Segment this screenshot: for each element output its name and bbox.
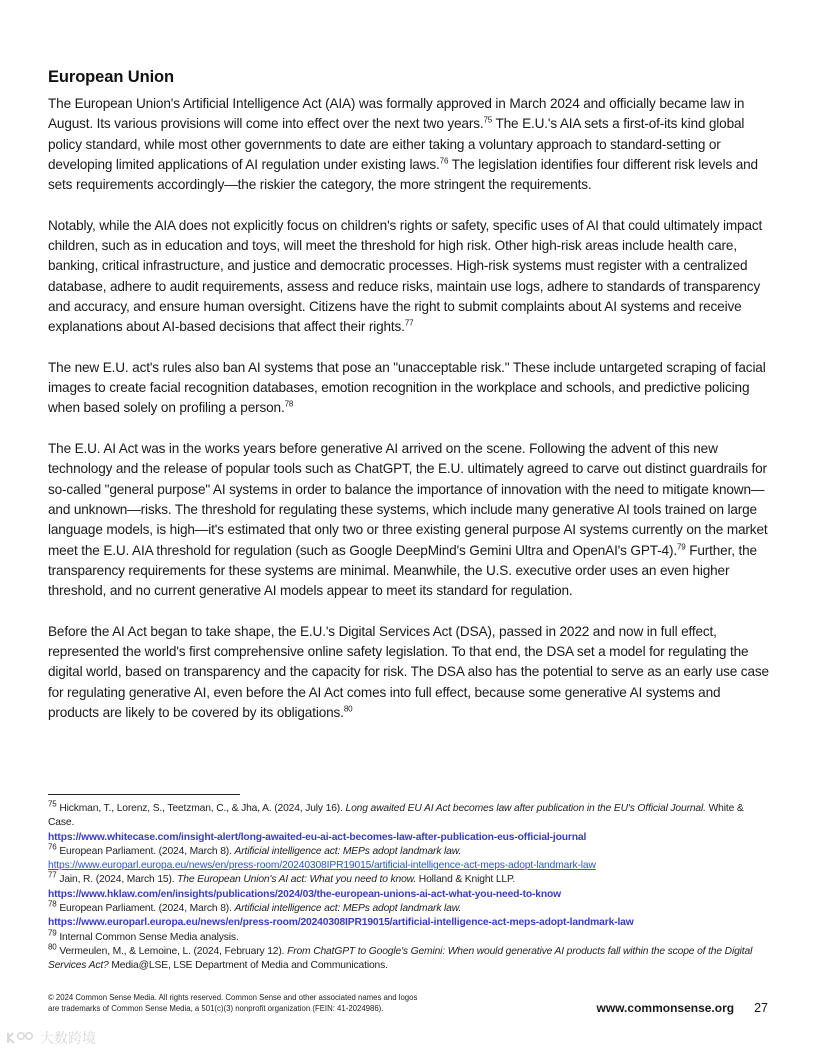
footnote-publisher: White & Case. [48, 803, 744, 829]
footnote-citation: Jain, R. (2024, March 15). [56, 874, 178, 886]
footnote-citation: European Parliament. (2024, March 8). [56, 845, 235, 857]
footnote-item [48, 899, 770, 931]
body-paragraph [48, 622, 770, 723]
footnote-link[interactable]: https://www.europarl.europa.eu/news/en/press-room/20240308IPR19015/artificial-intelligence-act-meps-adopt-landmark-law [48, 917, 634, 929]
body-paragraph [48, 439, 770, 601]
footer-right [597, 1001, 769, 1015]
paragraph-text: The E.U. AI Act was in the works years before generative AI arrived on the scene. Following the advent of this new technology and the release of popular tools such as ChatGPT, the E.U. ultimately agreed to carve out distinct guardrails for so-called "general purpose" AI systems in order to balance the importance of innovation with the need to mitigate known—and unknown—risks. The threshold for regulating these systems, which include many generative AI tools trained on large language models, is high—it's estimated that only two or three existing general purpose AI systems currently on the market meet the E.U. AIA threshold for regulation (such as Google DeepMind's Gemini Ultra and OpenAI's GPT-4). [48, 441, 768, 558]
footnote-item [48, 799, 770, 845]
paragraph-text: Notably, while the AIA does not explicitly focus on children's rights or safety, specific uses of AI that could ultimately impact children, such as in education and toys, will meet the threshold for high risk. Other high-risk areas include health care, banking, critical infrastructure, and justice and democratic processes. High-risk systems must register with a centralized database, adhere to audit requirements, assess and reduce risks, maintain use logs, adhere to standards of transparency and accuracy, and ensure human oversight. Citizens have the right to submit complaints about AI systems and receive explanations about AI-based decisions that affect their rights. [48, 217, 763, 335]
footnote-item [48, 928, 770, 945]
page-number: 27 [754, 1001, 768, 1015]
paragraph-text: The European Union's Artificial Intelligence Act (AIA) was formally approved in March 2024 and officially became law in August. Its various provisions will come into effect over the next two years. [48, 96, 745, 132]
footnote-reference[interactable]: 75 [483, 115, 493, 125]
watermark-text: 大数跨境 [40, 1031, 96, 1047]
footnote-reference[interactable]: 80 [343, 704, 353, 714]
copyright-line-1: © 2024 Common Sense Media. All rights reserved. Common Sense and other associated names and logos [48, 993, 418, 1002]
footnote-reference[interactable]: 76 [439, 156, 449, 166]
footnote-reference[interactable]: 79 [676, 542, 686, 551]
watermark [6, 1028, 96, 1048]
copyright-line-2: are trademarks of Common Sense Media, a 501(c)(3) nonprofit organization (FEIN: 41-2024986). [48, 1003, 384, 1013]
paragraph-text: The new E.U. act's rules also ban AI systems that pose an "unacceptable risk." These include untargeted scraping of facial images to create facial recognition databases, emotion recognition in the workplace and schools, and predictive policing when based solely on profiling a person. [48, 359, 766, 416]
footnote-citation: Vermeulen, M., & Lemoine, L. (2024, February 12). [56, 945, 288, 957]
paragraph-text: The E.U.'s AIA sets a first-of-its kind global policy standard, while most other governments to date are either taking a voluntary approach to standard-setting or developing limited applications of AI regulation under existing laws. [48, 116, 745, 172]
footnote-link[interactable]: https://www.whitecase.com/insight-alert/long-awaited-eu-ai-act-becomes-law-after-publication-eus-official-journal [48, 831, 587, 843]
footnote-reference[interactable]: 77 [404, 318, 414, 328]
footnote-number: 76 [48, 842, 57, 852]
footnote-number: 78 [48, 899, 57, 909]
footnote-publisher: Media@LSE, LSE Department of Media and Communications. [108, 960, 388, 972]
footnote-divider [48, 794, 240, 795]
footnote-citation: European Parliament. (2024, March 8). [56, 903, 235, 915]
footnote-number: 79 [48, 928, 57, 938]
footnote-item [48, 942, 770, 974]
body-paragraph [48, 358, 770, 419]
footnote-link[interactable]: https://www.hklaw.com/en/insights/publications/2024/03/the-european-unions-ai-act-what-you-need-to-know [48, 888, 561, 900]
footer-copyright [48, 993, 548, 1014]
footnote-publisher: Holland & Knight LLP. [416, 874, 516, 886]
paragraph-text: Further, the transparency requirements for these systems are minimal. Meanwhile, the U.S. executive order uses an even higher threshold, and no current generative AI models appear to meet its standard for regulation. [48, 542, 757, 599]
body-paragraph [48, 216, 770, 338]
footnote-citation: Internal Common Sense Media analysis. [56, 931, 239, 943]
footnote-title: From ChatGPT to Google's Gemini: When would generative AI products fall within the scope of the Digital Services Act? [48, 945, 753, 972]
footnote-item [48, 842, 770, 874]
body-paragraph [48, 94, 770, 195]
footnote-link[interactable]: https://www.europarl.europa.eu/news/en/press-room/20240308IPR19015/artificial-intelligence-act-meps-adopt-landmark-law [48, 860, 596, 872]
footnote-title: Long awaited EU AI Act becomes law after publication in the EU's Official Journal. [345, 803, 706, 814]
footnote-item [48, 873, 770, 902]
section-heading: European Union [48, 68, 175, 86]
footer-website-link[interactable]: www.commonsense.org [596, 1001, 735, 1015]
footnote-title: Artificial intelligence act: MEPs adopt landmark law. [234, 845, 462, 857]
document-page [48, 66, 770, 744]
footnotes-list [48, 799, 770, 974]
footnote-reference[interactable]: 78 [284, 399, 294, 409]
footnote-number: 75 [48, 799, 57, 809]
watermark-logo-icon [6, 1030, 36, 1046]
paragraph-text: Before the AI Act began to take shape, the E.U.'s Digital Services Act (DSA), passed in 2022 and now in full effect, represented the world's first comprehensive online safety legislation. To that end, the DSA set a model for regulating the digital world, based on transparency and the capacity for risk. The DSA also has the potential to serve as an early use case for regulating generative AI, even before the AI Act comes into full effect, because some generative AI systems and products are likely to be covered by its obligations. [48, 623, 769, 720]
footnote-title: Artificial intelligence act: MEPs adopt landmark law. [234, 903, 462, 915]
paragraph-text: The legislation identifies four different risk levels and sets requirements accordingly—the riskier the category, the more stringent the requirements. [48, 156, 758, 193]
footnote-number: 80 [48, 942, 57, 952]
footnote-citation: Hickman, T., Lorenz, S., Teetzman, C., & Jha, A. (2024, July 16). [56, 803, 346, 814]
footnote-number: 77 [48, 871, 57, 881]
footnote-title: The European Union's AI act: What you need to know. [177, 874, 417, 886]
body-paragraphs [48, 94, 770, 723]
